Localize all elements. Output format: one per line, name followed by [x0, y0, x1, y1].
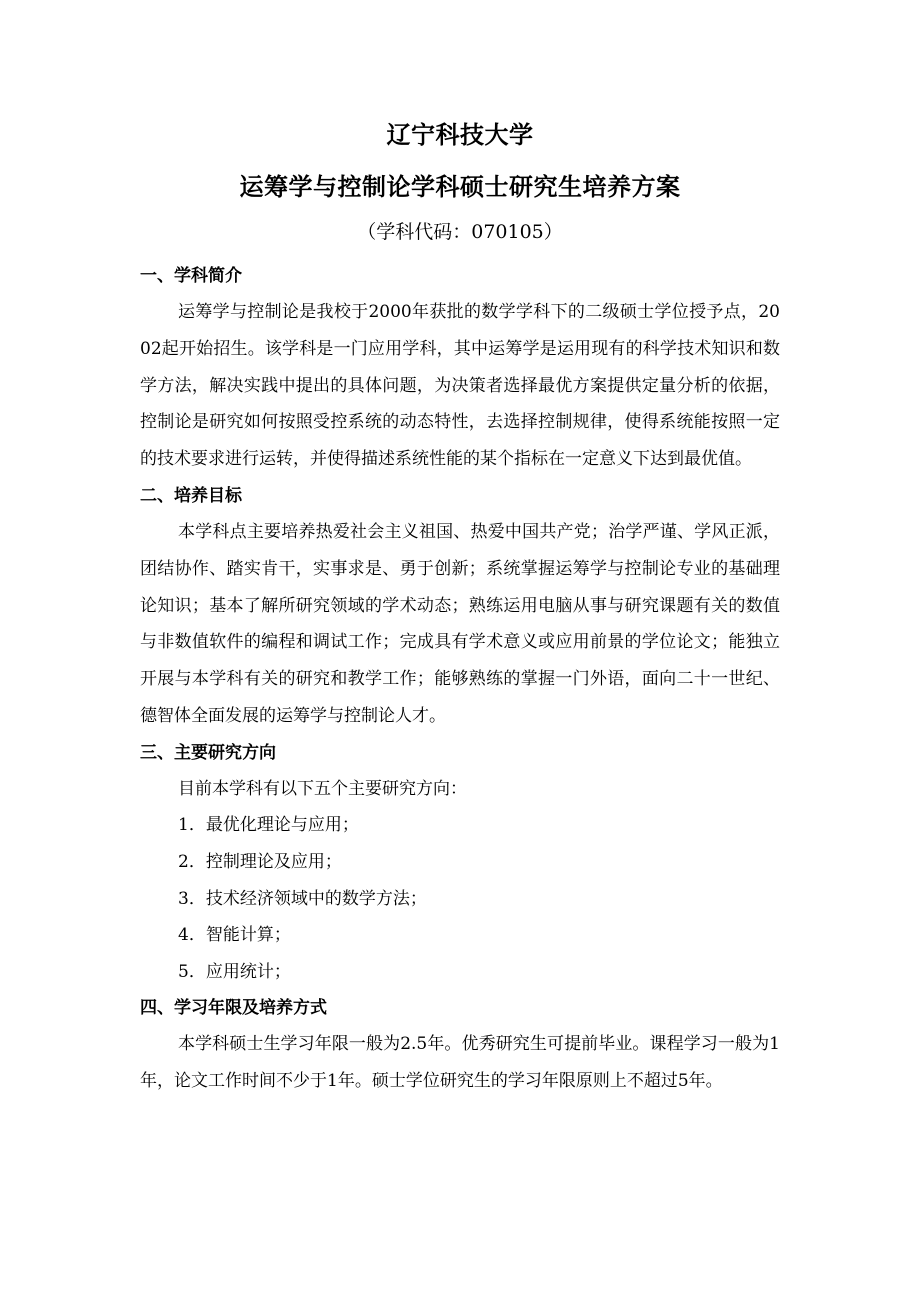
research-intro: 目前本学科有以下五个主要研究方向：	[178, 778, 467, 799]
research-item: 4．智能计算；	[178, 925, 291, 946]
research-item: 2．控制理论及应用；	[178, 851, 342, 872]
document-title: 运筹学与控制论学科硕士研究生培养方案	[239, 173, 681, 201]
document-body	[140, 258, 780, 1100]
research-item: 1．最优化理论与应用；	[178, 815, 359, 836]
section-paragraph-intro: 运筹学与控制论是我校于2000年获批的数学学科下的二级硕士学位授予点，2002起开始招生。该学科是一门应用学科，其中运筹学是运用现有的科学技术知识和数学方法，解决实践中提出的具体问题，为决策者选择最优方案提供定量分析的依据，控制论是研究如何按照受控系统的动态特性，去选择控制规律，使得系统能按照一定的技术要求进行运转，并使得描述系统性能的某个指标在一定意义下达到最优值。	[140, 302, 780, 470]
section-paragraph-duration: 本学科硕士生学习年限一般为2.5年。优秀研究生可提前毕业。课程学习一般为1年，论文工作时间不少于1年。硕士学位研究生的学习年限原则上不超过5年。	[140, 1034, 780, 1092]
university-name: 辽宁科技大学	[386, 121, 534, 149]
section-heading-goals: 二、培养目标	[140, 485, 242, 506]
section-paragraph-goals: 本学科点主要培养热爱社会主义祖国、热爱中国共产党；治学严谨、学风正派，团结协作、踏实肯干，实事求是、勇于创新；系统掌握运筹学与控制论专业的基础理论知识；基本了解所研究领域的学术动态；熟练运用电脑从事与研究课题有关的数值与非数值软件的编程和调试工作；完成具有学术意义或应用前景的学位论文；能独立开展与本学科有关的研究和教学工作；能够熟练的掌握一门外语，面向二十一世纪、德智体全面发展的运筹学与控制论人才。	[140, 521, 780, 726]
research-item: 5．应用统计；	[178, 961, 291, 982]
section-heading-duration: 四、学习年限及培养方式	[140, 998, 327, 1019]
discipline-code: （学科代码：070105）	[357, 221, 563, 243]
research-item: 3．技术经济领域中的数学方法；	[178, 888, 427, 909]
section-heading-intro: 一、学科简介	[140, 266, 242, 286]
section-heading-research: 三、主要研究方向	[140, 742, 276, 763]
